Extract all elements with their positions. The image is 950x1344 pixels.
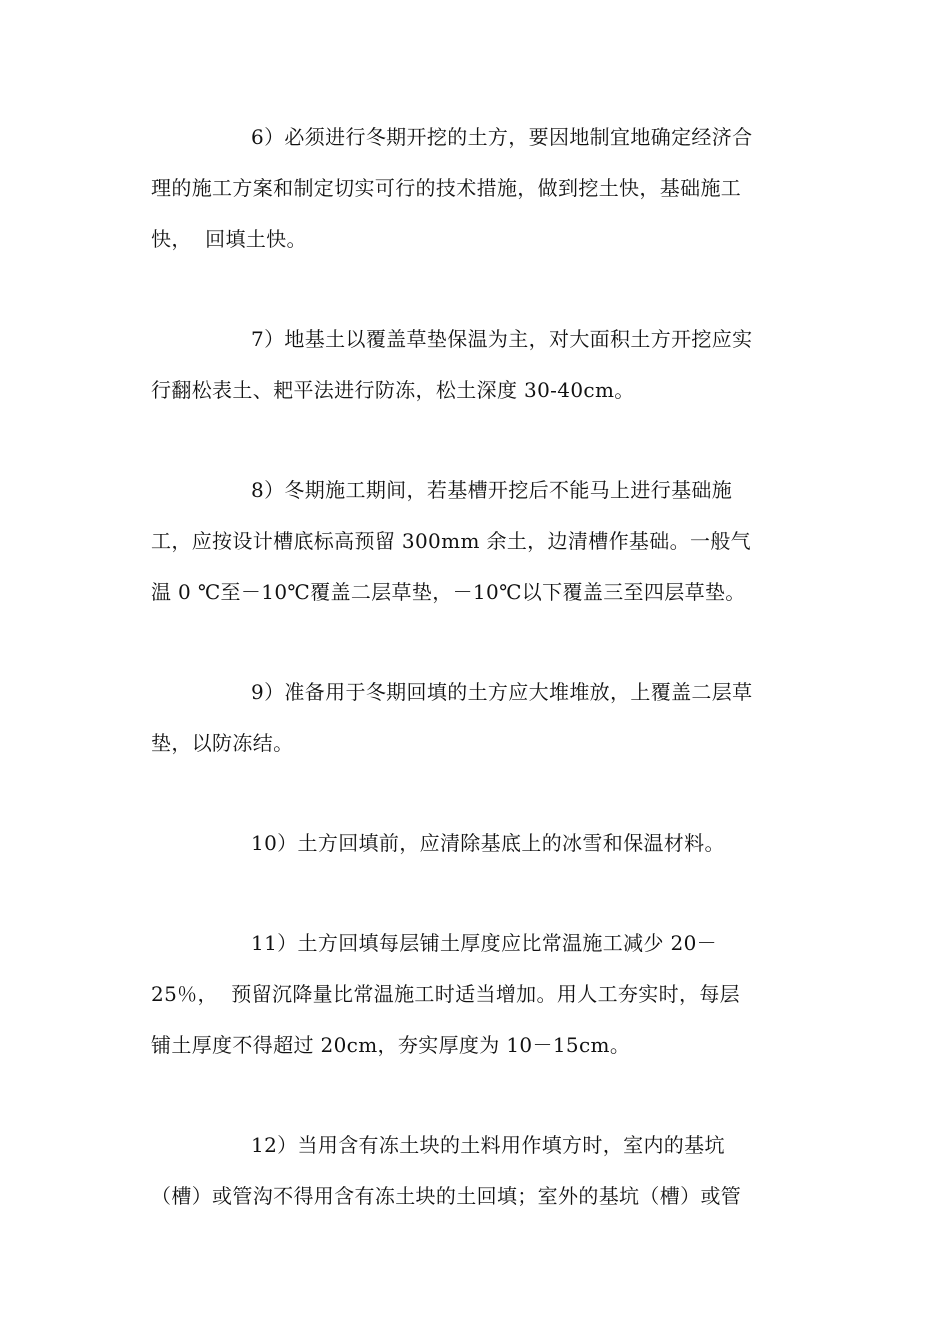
paragraph-9-line-2: 垫，以防冻结。: [151, 731, 294, 755]
paragraph-6-line-3: 快， 回填土快。: [151, 227, 307, 251]
paragraph-12-line-2: （槽）或管沟不得用含有冻土块的土回填；室外的基坑（槽）或管: [151, 1184, 742, 1208]
paragraph-9-line-1: 9）准备用于冬期回填的土方应大堆堆放，上覆盖二层草: [251, 680, 753, 704]
paragraph-11-line-2: 25％， 预留沉降量比常温施工时适当增加。用人工夯实时，每层: [151, 982, 741, 1006]
paragraph-8-line-1: 8）冬期施工期间，若基槽开挖后不能马上进行基础施: [251, 478, 733, 502]
paragraph-10-line-1: 10）土方回填前，应清除基底上的冰雪和保温材料。: [251, 831, 725, 855]
paragraph-7-line-2: 行翻松表土、耙平法进行防冻，松土深度 30-40cm。: [151, 378, 635, 402]
paragraph-11-line-1: 11）土方回填每层铺土厚度应比常温施工减少 20－: [251, 931, 718, 955]
paragraph-11-line-3: 铺土厚度不得超过 20cm，夯实厚度为 10－15cm。: [151, 1033, 631, 1057]
paragraph-12-line-1: 12）当用含有冻土块的土料用作填方时，室内的基坑: [251, 1133, 725, 1157]
paragraph-6-line-1: 6）必须进行冬期开挖的土方，要因地制宜地确定经济合: [251, 125, 753, 149]
paragraph-8-line-3: 温 0 ℃至－10℃覆盖二层草垫，－10℃以下覆盖三至四层草垫。: [151, 580, 746, 604]
paragraph-6-line-2: 理的施工方案和制定切实可行的技术措施，做到挖土快，基础施工: [151, 176, 742, 200]
paragraph-8-line-2: 工，应按设计槽底标高预留 300mm 余土，边清槽作基础。一般气: [151, 529, 752, 553]
paragraph-7-line-1: 7）地基土以覆盖草垫保温为主，对大面积土方开挖应实: [251, 327, 753, 351]
